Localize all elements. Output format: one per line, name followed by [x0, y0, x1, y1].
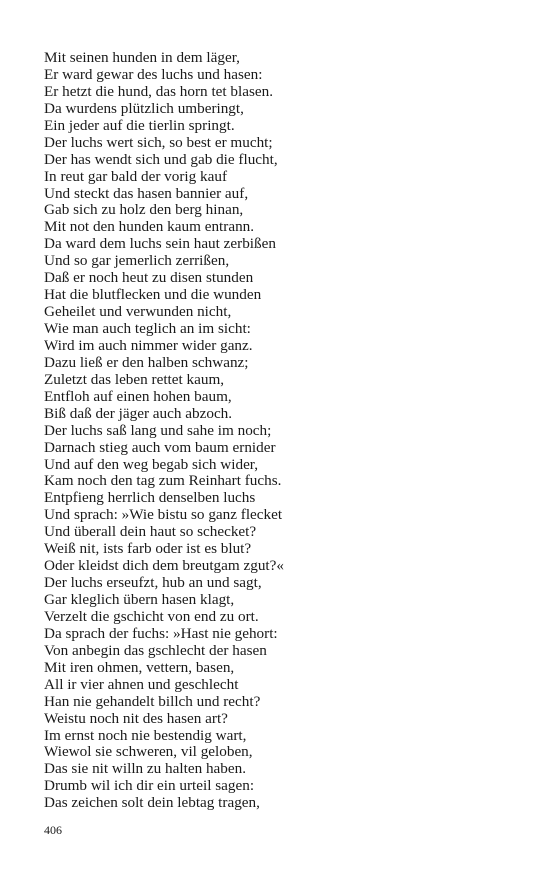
poem-line: Da sprach der fuchs: »Hast nie gehort: — [44, 624, 278, 642]
poem-line: Wie man auch teglich an im sicht: — [44, 320, 251, 337]
page-number: 406 — [44, 823, 62, 837]
poem-line: Und überall dein haut so schecket? — [44, 523, 257, 541]
poem-line: All ir vier ahnen und geschlecht — [44, 675, 239, 693]
poem-line: Zuletzt das leben rettet kaum, — [44, 370, 225, 388]
poem-line: Wird im auch nimmer wider ganz. — [44, 336, 253, 354]
poem-line: Daß er noch heut zu disen stunden — [44, 269, 254, 287]
poem-line: Weiß nit, ists farb oder ist es blut? — [44, 540, 252, 558]
poem-line: Darnach stieg auch vom baum ernider — [44, 438, 276, 456]
poem-line: Hat die blutflecken und die wunden — [44, 286, 262, 304]
poem-line: Han nie gehandelt billch und recht? — [44, 692, 261, 710]
poem-line: Dazu ließ er den halben schwanz; — [44, 353, 249, 371]
poem-line: Das sie nit willn zu halten haben. — [44, 760, 247, 778]
poem-line: In reut gar bald der vorig kauf — [44, 167, 228, 185]
poem-line: Oder kleidst dich dem breutgam zgut?« — [44, 557, 284, 575]
poem-line: Der luchs erseufzt, hub an und sagt, — [44, 574, 262, 592]
poem-line: Verzelt die gschicht von end zu ort. — [44, 607, 259, 625]
poem-line: Und sprach: »Wie bistu so ganz flecket — [44, 506, 283, 524]
poem-line: Drumb wil ich dir ein urteil sagen: — [44, 777, 255, 795]
poem-line: Ein jeder auf die tierlin springt. — [44, 116, 235, 134]
poem-line: Da ward dem luchs sein haut zerbißen — [44, 235, 276, 253]
poem-line: Der luchs saß lang und sahe im noch; — [44, 421, 272, 439]
poem-line: Mit seinen hunden in dem läger, — [44, 49, 240, 66]
poem-line: Und auf den weg begab sich wider, — [44, 455, 259, 473]
poem-line: Da wurdens plützlich umberingt, — [44, 99, 244, 117]
poem-line: Gar kleglich übern hasen klagt, — [44, 591, 235, 608]
poem-line: Entfloh auf einen hohen baum, — [44, 387, 232, 405]
poem-line: Das zeichen solt dein lebtag tragen, — [44, 794, 260, 812]
poem-line: Und steckt das hasen bannier auf, — [44, 184, 249, 202]
poem-line: Weistu noch nit des hasen art? — [44, 709, 228, 727]
poem-line: Der luchs wert sich, so best er mucht; — [44, 133, 273, 151]
poem-line: Der has wendt sich und gab die flucht, — [44, 150, 278, 168]
poem-line: Er ward gewar des luchs und hasen: — [44, 65, 263, 83]
poem-text — [44, 50, 514, 812]
poem-line: Biß daß der jäger auch abzoch. — [44, 404, 233, 422]
poem-line: Mit not den hunden kaum entrann. — [44, 218, 255, 236]
poem-line: Von anbegin das gschlecht der hasen — [44, 641, 267, 659]
poem-line: Entpfieng herrlich denselben luchs — [44, 489, 256, 507]
poem-line: Und so gar jemerlich zerrißen, — [44, 252, 230, 270]
poem-line: Im ernst noch nie bestendig wart, — [44, 726, 247, 744]
poem-line: Mit iren ohmen, vettern, basen, — [44, 658, 235, 676]
poem-line: Er hetzt die hund, das horn tet blasen. — [44, 82, 274, 100]
poem-line: Kam noch den tag zum Reinhart fuchs. — [44, 472, 282, 490]
poem-line: Gab sich zu holz den berg hinan, — [44, 201, 244, 219]
poem-line: Geheilet und verwunden nicht, — [44, 303, 232, 321]
poem-line: Wiewol sie schweren, vil geloben, — [44, 743, 253, 761]
